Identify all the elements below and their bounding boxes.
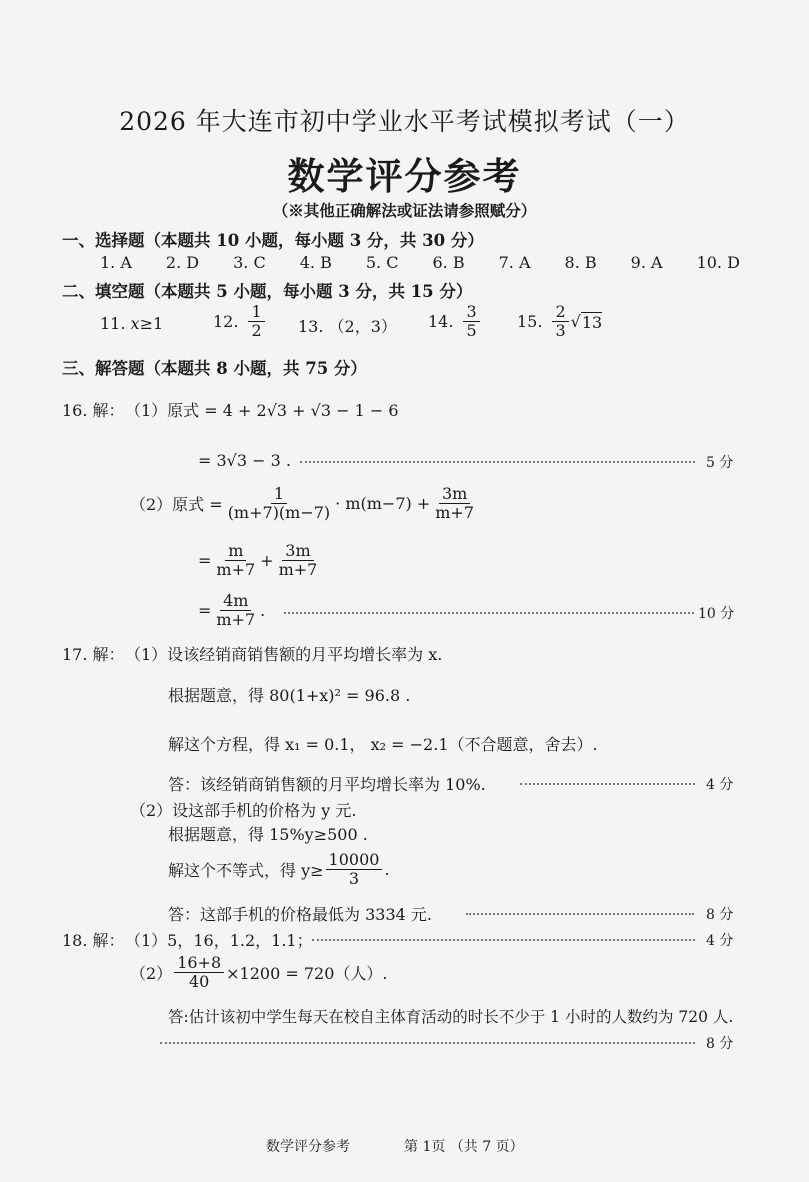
score-leader [300, 461, 695, 463]
answer-item: 6. B [432, 253, 465, 272]
q18-part2-line1: （2） $\frac{16+8}{40}$ ×1200 = 720（人）. [130, 953, 388, 992]
answer-item: 4. B [299, 253, 332, 272]
exam-title: 2026 年大连市初中学业水平考试模拟考试（一） [119, 107, 690, 136]
q17-part1-line1: （1）设该经销商销售额的月平均增长率为 x. [125, 645, 443, 664]
q17-part2-line3: 解这个不等式，得 y≥ $\frac{10000}{3}$ . [168, 850, 390, 889]
q17-label: 17. 解： [62, 645, 125, 664]
answer-item: 8. B [564, 253, 597, 272]
score-leader [160, 1042, 695, 1044]
q17-part2-line4: 答：这部手机的价格最低为 3334 元. [168, 905, 432, 924]
score: 5 分 [706, 455, 734, 471]
q16-part2-line3: = $\frac{4m}{m+7}$ . [198, 591, 266, 630]
answer-item: 9. A [630, 253, 663, 272]
section-heading-solve: 三、解答题（本题共 8 小题，共 75 分） [62, 359, 367, 378]
answer-item: 2. D [165, 253, 200, 272]
score: 8 分 [706, 907, 734, 923]
answer-item: 1. A [100, 253, 132, 272]
section-heading-fill: 二、填空题（本题共 5 小题，每小题 3 分，共 15 分） [62, 282, 473, 301]
q17-part1-line4: 答：该经销商销售额的月平均增长率为 10%. [168, 775, 486, 794]
score-leader [520, 783, 695, 785]
footer-doc-name: 数学评分参考 [266, 1139, 350, 1155]
fill-answer-12: 12. $\frac{1}{2}$ [213, 303, 267, 341]
q16-part1-line2: = 3√3 − 3 . [198, 451, 291, 470]
score: 10 分 [698, 606, 735, 622]
answer-item: 7. A [498, 253, 531, 272]
answer-item: 3. C [233, 253, 266, 272]
q16-part2-line1: （2）原式 = $\frac{1}{(m+7)(m-7)}$ · m(m−7) + $\frac{3m}{m+7}$ [130, 484, 475, 523]
q17-part1-line2: 根据题意，得 80(1+x)² = 96.8 . [168, 686, 411, 705]
score-leader [284, 612, 694, 614]
q17-part1-line3: 解这个方程，得 x₁ = 0.1， x₂ = −2.1（不合题意，舍去）. [168, 735, 598, 754]
fill-answer-11: 11. x≥1 [100, 314, 164, 333]
page-title: 数学评分参考 [287, 154, 522, 198]
score: 4 分 [706, 933, 734, 949]
choice-answers [100, 253, 740, 272]
q18-label: 18. 解： [62, 931, 125, 950]
score: 8 分 [706, 1036, 734, 1052]
q17-part2-line2: 根据题意，得 15%y≥500 . [168, 825, 368, 844]
answer-item: 5. C [365, 253, 399, 272]
grading-note: （※其他正确解法或证法请参照赋分） [272, 201, 537, 220]
q18-part2-answer: 答:估计该初中学生每天在校自主体育活动的时长不少于 1 小时的人数约为 720 人. [168, 1008, 734, 1026]
fill-answer-13: 13. （2，3） [298, 317, 397, 336]
fill-answer-15: 15. $\frac{2}{3}$ √ 13 [517, 302, 603, 341]
footer-page-number: 第 1页 （共 7 页） [404, 1139, 524, 1155]
score: 4 分 [706, 777, 734, 793]
score-leader [466, 913, 694, 915]
q18-part1-line1: （1）5，16，1.2，1.1； [125, 931, 313, 950]
section-heading-choice: 一、选择题（本题共 10 小题，每小题 3 分，共 30 分） [62, 231, 484, 250]
answer-item: 10. D [696, 253, 740, 272]
fill-answer-14: 14. $\frac{3}{5}$ [428, 303, 482, 341]
score-leader [312, 939, 695, 941]
q16-label: 16. 解： [62, 401, 125, 420]
q17-part2-line1: （2）设这部手机的价格为 y 元. [130, 801, 357, 820]
q16-part2-line2: = $\frac{m}{m+7}$ + $\frac{3m}{m+7}$ [198, 541, 318, 580]
q16-part1-line1: （1）原式 = 4 + 2√3 + √3 − 1 − 6 [125, 401, 399, 420]
